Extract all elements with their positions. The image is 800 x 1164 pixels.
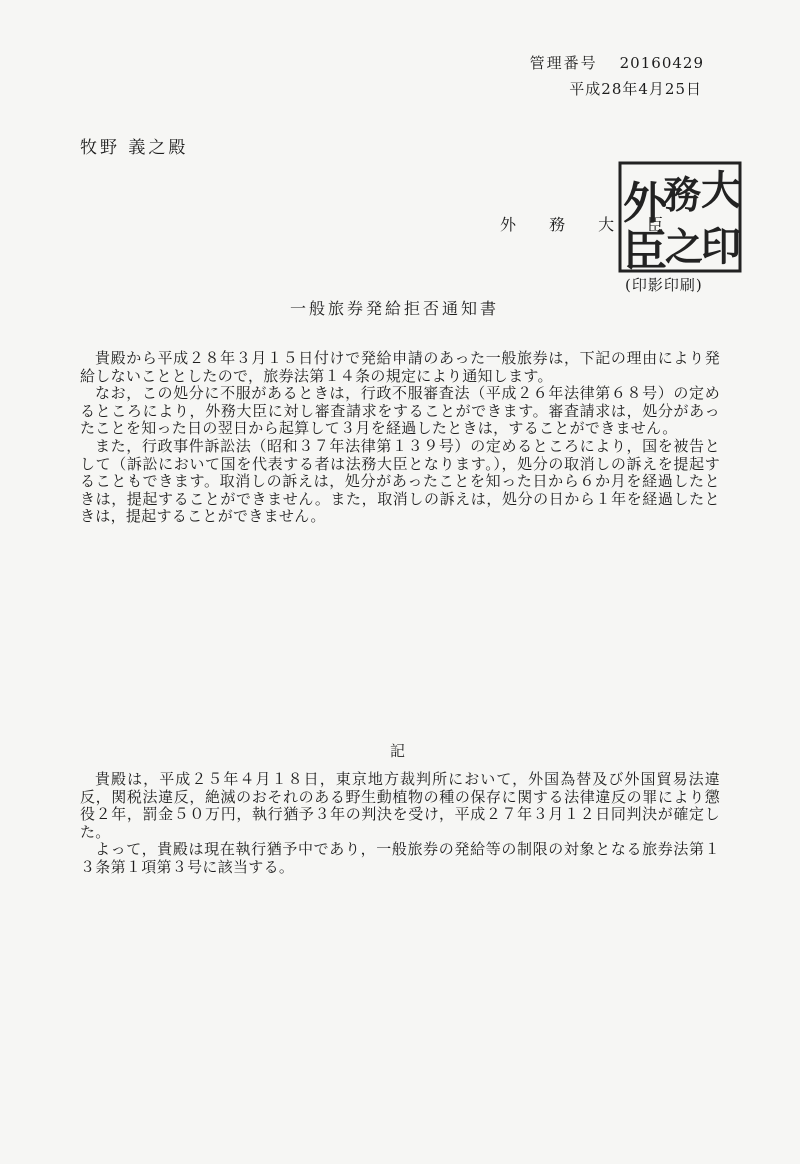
reason-paragraph: よって，貴殿は現在執行猶予中であり，一般旅券の発給等の制限の対象となる旅券法第１３条第１項第３号に該当する。 [80,840,720,876]
document-title: 一般旅券発給拒否通知書 [290,299,500,318]
notice-body [80,350,720,526]
issue-date: 平成28年4月25日 [569,80,702,98]
ministerial-seal-icon [617,160,743,274]
ki-heading: 記 [390,742,406,760]
notice-paragraph: なお，この処分に不服があるときは，行政不服審査法（平成２６年法律第６８号）の定めるところにより，外務大臣に対し審査請求をすることができます。審査請求は，処分があったことを知った日の翌日から起算して３月を経過したときは，することができません。 [80,384,720,438]
reason-paragraph: 貴殿は，平成２５年４月１８日，東京地方裁判所において，外国為替及び外国貿易法違反，関税法違反，絶滅のおそれのある野生動植物の種の保存に関する法律違反の罪により懲役２年，罰金５０万円，執行猶予３年の判決を受け，平成２７年３月１２日同判決が確定した。 [80,770,720,841]
seal-glyph: 大 [701,167,741,214]
reason-body [80,771,720,877]
seal-glyph: 臣 [623,226,667,274]
sender-title: 外 務 大 臣 [500,215,678,234]
seal-glyph: 務 [663,172,702,217]
management-number-line [530,52,704,73]
seal-glyph: 印 [701,223,741,270]
seal-glyph: 之 [665,224,704,269]
seal-glyph: 外 [623,178,667,229]
seal-caption: (印影印刷) [625,276,703,294]
management-number: 20160429 [619,54,704,72]
addressee: 牧野 義之殿 [80,138,189,158]
management-number-label: 管理番号 [529,54,598,72]
notice-paragraph: 貴殿から平成２８年３月１５日付けで発給申請のあった一般旅券は，下記の理由により発給しないこととしたので，旅券法第１４条の規定により通知します。 [80,349,720,385]
notice-paragraph: また，行政事件訴訟法（昭和３７年法律第１３９号）の定めるところにより，国を被告として（訴訟において国を代表する者は法務大臣となります。），処分の取消しの訴えを提起することもできます。取消しの訴えは，処分があったことを知った日から６か月を経過したときは，提起することができません。また，取消しの訴えは，処分の日から１年を経過したときは，提起することができません。 [80,436,720,526]
